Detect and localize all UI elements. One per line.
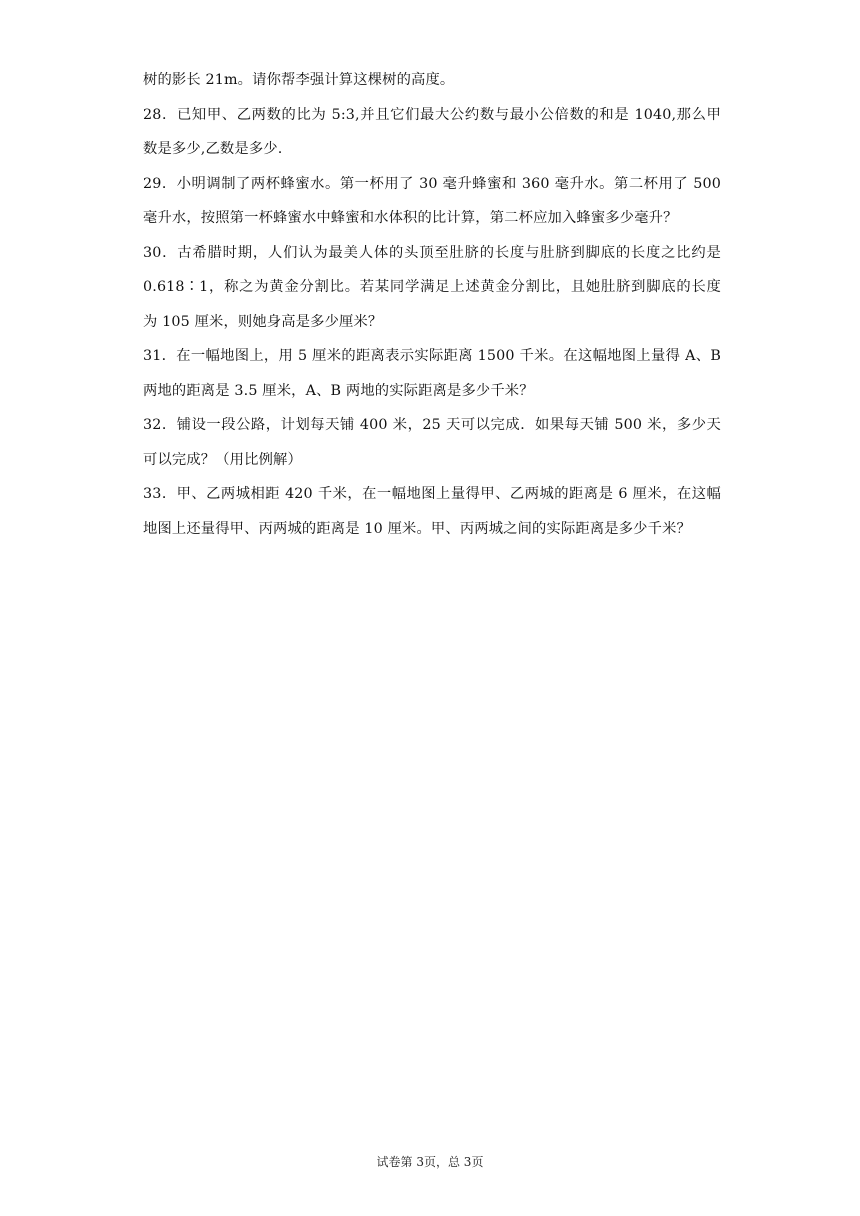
problem-31-line-2: 两地的距离是 3.5 厘米，A、B 两地的实际距离是多少千米？ bbox=[143, 382, 534, 399]
problem-28-line-1: 28．已知甲、乙两数的比为 5:3,并且它们最大公约数与最小公倍数的和是 1040,那么甲 bbox=[143, 106, 721, 123]
problem-28-line-2: 数是多少,乙数是多少. bbox=[143, 141, 283, 157]
problem-32-line-1: 32．铺设一段公路，计划每天铺 400 米，25 天可以完成．如果每天铺 500 米，多少天 bbox=[143, 417, 721, 433]
problem-30-line-1: 30．古希腊时期，人们认为最美人体的头顶至肚脐的长度与肚脐到脚底的长度之比约是 bbox=[143, 244, 721, 261]
problem-32-line-2: 可以完成？（用比例解） bbox=[143, 451, 302, 468]
question-content bbox=[143, 70, 721, 553]
problem-31-line-1: 31．在一幅地图上，用 5 厘米的距离表示实际距离 1500 千米。在这幅地图上量得 A、B bbox=[143, 348, 721, 364]
page-footer: 试卷第 3页，总 3页 bbox=[376, 1155, 484, 1169]
problem-30-line-2: 0.618∶1，称之为黄金分割比。若某同学满足上述黄金分割比，且她肚脐到脚底的长度 bbox=[143, 279, 721, 295]
problem-29-line-2: 毫升水，按照第一杯蜂蜜水中蜂蜜和水体积的比计算，第二杯应加入蜂蜜多少毫升？ bbox=[143, 210, 678, 226]
problem-27-continuation: 树的影长 21m。请你帮李强计算这棵树的高度。 bbox=[143, 72, 455, 88]
problem-33-line-2: 地图上还量得甲、丙两城的距离是 10 厘米。甲、丙两城之间的实际距离是多少千米？ bbox=[143, 520, 691, 537]
problem-30-line-3: 为 105 厘米，则她身高是多少厘米？ bbox=[143, 313, 383, 330]
problem-29-line-1: 29．小明调制了两杯蜂蜜水。第一杯用了 30 毫升蜂蜜和 360 毫升水。第二杯用了 500 bbox=[143, 175, 721, 192]
problem-33-line-1: 33．甲、乙两城相距 420 千米，在一幅地图上量得甲、乙两城的距离是 6 厘米，在这幅 bbox=[143, 486, 721, 502]
